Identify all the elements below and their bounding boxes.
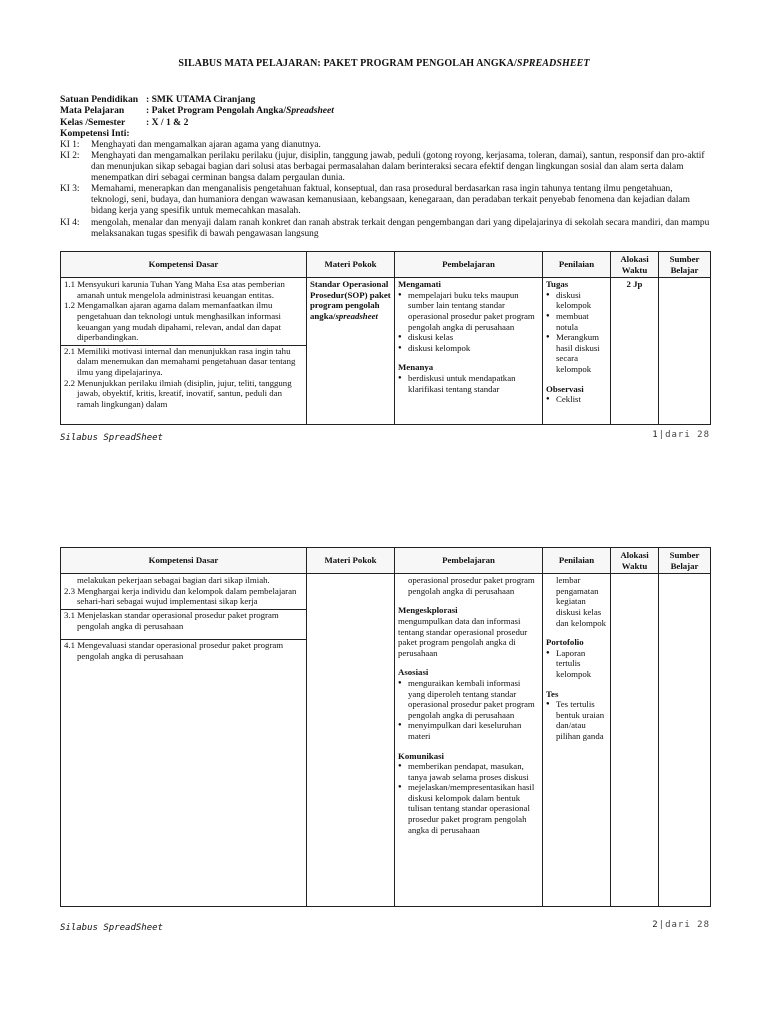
header-alokasi: Alokasi Waktu: [611, 252, 659, 278]
page-total: dari 28: [665, 430, 710, 440]
table-header-row: [61, 252, 711, 278]
footer-italic: SpreadSheet: [103, 923, 163, 933]
eksplorasi-text: mengumpulkan data dan informasi tentang standar operasional prosedur paket program pengolah angka di perusahaan: [398, 615, 528, 658]
list-item: ● menguraikan kembali informasi yang diperoleh tentang standar operasional prosedur paket program pengolah angka di perusahaan: [398, 678, 539, 720]
kd-1-1: 1.1 Mensyukuri karunia Tuhan Yang Maha Esa atas pemberian amanah untuk mengelola administrasi keuangan entitas.: [64, 279, 285, 300]
heading-eksplorasi: Mengeskplorasi: [398, 605, 458, 616]
list-item: ● diskusi kelas: [398, 332, 539, 343]
header-sumber: Sumber Belajar: [659, 548, 711, 574]
kd-cell: [61, 278, 307, 425]
page-gap: [0, 470, 768, 488]
ki-code: KI 4:: [60, 218, 80, 228]
table-row: [61, 574, 711, 907]
list-item: ● memberikan pendapat, masukan, tanya jawab selama proses diskusi: [398, 761, 539, 782]
list-item: ● mempelajari buku teks maupun sumber lain tentang standar operasional prosedur paket program pengolah angka di perusahaan: [398, 290, 539, 332]
header-kd: Kompetensi Dasar: [61, 548, 307, 574]
materi-text: Standar Operasional Prosedur(SOP) paket program pengolah angka/: [310, 279, 391, 321]
kd-4-1: 4.1 Mengevaluasi standar operasional prosedur paket program pengolah angka di perusahaan: [64, 640, 284, 661]
kelas-label: Kelas /Semester: [60, 116, 126, 128]
mapel-label: Mata Pelajaran: [60, 105, 125, 117]
list-item: ● Ceklist: [546, 394, 607, 405]
penilaian-cell: [543, 574, 611, 907]
list-item: ● Tes tertulis bentuk uraian dan/atau pilihan ganda: [546, 699, 607, 741]
header-materi: Materi Pokok: [307, 252, 395, 278]
materi-cell: [307, 574, 395, 907]
table-header-row: [61, 548, 711, 574]
alokasi-cell: 2 Jp: [611, 278, 659, 425]
kd-separator: [61, 345, 306, 410]
header-alokasi: Alokasi Waktu: [611, 548, 659, 574]
list-item: ● membuat notula: [546, 311, 607, 332]
document-title: [0, 58, 768, 69]
kd-2-1: 2.1 Memiliki motivasi internal dan menunjukkan rasa ingin tahu dalam menemukan dan memahami pengetahuan dasar tentang ilmu yang dipelajarinya.: [64, 345, 296, 377]
ki-text: Menghayati dan mengamalkan ajaran agama yang dianutnya.: [91, 140, 321, 150]
list-item: ● berdiskusi untuk mendapatkan klarifikasi tentang standar: [398, 373, 539, 394]
materi-cell: [307, 278, 395, 425]
ki-code: KI 3:: [60, 184, 80, 194]
mapel-value: : Paket Program Pengolah Angka/: [146, 105, 286, 117]
page-num: 1: [652, 430, 659, 440]
ki-4: [60, 218, 712, 240]
heading-tugas: Tugas: [546, 279, 569, 290]
heading-menanya: Menanya: [398, 362, 434, 373]
footer-prefix: Silabus: [60, 923, 104, 933]
heading-portofolio: Portofolio: [546, 637, 584, 648]
table-row: [61, 278, 711, 425]
page-2: [0, 488, 768, 1024]
heading-observasi: Observasi: [546, 383, 584, 394]
penilaian-cell: [543, 278, 611, 425]
kelas-value: : X / 1 & 2: [146, 116, 189, 128]
header-kd: Kompetensi Dasar: [61, 252, 307, 278]
ki-1: [60, 140, 712, 151]
page-total: dari 28: [665, 920, 710, 930]
heading-asosiasi: Asosiasi: [398, 667, 429, 678]
page-1: [0, 0, 768, 470]
page-number: 2|dari 28: [652, 920, 710, 930]
header-penilaian: Penilaian: [543, 252, 611, 278]
kd-1-2: 1.2 Mengamalkan ajaran agama dalam memanfaatkan ilmu pengetahuan dan teknologi untuk menghasilkan informasi keuangan yang mudah dipahami, relevan, andal dan dapat diperbandingkan.: [64, 300, 281, 343]
title-italic: SPREADSHEET: [516, 58, 590, 69]
kd-separator: [61, 639, 306, 661]
pemb-cont: operasional prosedur paket program pengolah angka di perusahaan: [408, 575, 535, 596]
header-sumber: Sumber Belajar: [659, 252, 711, 278]
kd-separator: [61, 609, 306, 631]
header-meta: [60, 94, 334, 140]
ki-2: [60, 151, 712, 184]
kd-3-1: 3.1 Menjelaskan standar operasional prosedur paket program pengolah angka di perusahaan: [64, 609, 279, 631]
ki-heading: Kompetensi Inti:: [60, 128, 130, 140]
footer-prefix: Silabus: [60, 433, 104, 443]
page-num: 2: [652, 920, 659, 930]
heading-mengamati: Mengamati: [398, 279, 441, 290]
list-item: ● menyimpulkan dari keseluruhan materi: [398, 720, 539, 741]
sumber-cell: [659, 278, 711, 425]
sumber-cell: [659, 574, 711, 907]
header-pembelajaran: Pembelajaran: [395, 548, 543, 574]
footer-italic: SpreadSheet: [103, 433, 163, 443]
list-item: ● diskusi kelompok: [398, 343, 539, 354]
alokasi-cell: [611, 574, 659, 907]
pembelajaran-cell: [395, 574, 543, 907]
penilaian-cont: lembar pengamatan kegiatan diskusi kelas dan kelompok: [556, 575, 607, 628]
kd-2-3: 2.3 Menghargai kerja individu dan kelompok dalam pembelajaran sehari-hari sebagai wujud implementasi sikap kerja: [64, 585, 297, 607]
kd-cell: [61, 574, 307, 907]
footer-label: [60, 923, 163, 933]
page-number: 1|dari 28: [652, 430, 710, 440]
heading-komunikasi: Komunikasi: [398, 750, 444, 761]
ki-3: [60, 184, 712, 217]
satuan-label: Satuan Pendidikan: [60, 94, 139, 105]
materi-italic: spreadsheet: [335, 310, 378, 321]
list-item: ● Laporan tertulis kelompok: [546, 648, 607, 680]
list-item: ● mejelaskan/mempresentasikan hasil diskusi kelompok dalam bentuk tulisan tentang standar operasional prosedur paket program pengolah angka di perusahaan: [398, 782, 539, 835]
list-item: ● diskusi kelompok: [546, 290, 607, 311]
list-item: ● Merangkum hasil diskusi secara kelompok: [546, 332, 607, 374]
header-penilaian: Penilaian: [543, 548, 611, 574]
header-pembelajaran: Pembelajaran: [395, 252, 543, 278]
header-materi: Materi Pokok: [307, 548, 395, 574]
title-text: SILABUS MATA PELAJARAN: PAKET PROGRAM PENGOLAH ANGKA/: [178, 58, 517, 69]
syllabus-table-2: [60, 547, 711, 907]
kd-2-2-cont: melakukan pekerjaan sebagai bagian dari sikap ilmiah.: [77, 575, 270, 586]
ki-text: mengolah, menalar dan menyaji dalam ranah konkret dan ranah abstrak terkait dengan pengembangan dari yang dipelajarinya di sekolah secara mandiri, dan mampu melaksanakan tugas spesifik di bawah pengawasan langsung: [91, 218, 710, 240]
mapel-italic: Spreadsheet: [286, 105, 334, 117]
heading-tes: Tes: [546, 688, 559, 699]
kd-2-2: 2.2 Menunjukkan perilaku ilmiah (disiplin, jujur, teliti, tanggung jawab, obyektif, kritis, kreatif, inovatif, santun, peduli dan ramah lingkungan) dalam: [64, 377, 292, 409]
syllabus-table-1: [60, 251, 711, 425]
ki-text: Memahami, menerapkan dan menganalisis pengetahuan faktual, konseptual, dan rasa prosedural berdasarkan rasa ingin tahunya tentang ilmu pengetahuan, teknologi, seni, budaya, dan humaniora dengan wawasan kemanusiaan, kebangsaan, kenegaraan, dan peradaban terkait penyebab fenomena dan kejadian dalam bidang kerja yang spesifik untuk memecahkan masalah.: [91, 184, 690, 217]
footer-label: [60, 433, 163, 443]
satuan-value: : SMK UTAMA Ciranjang: [146, 94, 256, 105]
ki-code: KI 1:: [60, 140, 80, 150]
pembelajaran-cell: [395, 278, 543, 425]
ki-text: Menghayati dan mengamalkan perilaku perilaku (jujur, disiplin, tanggung jawab, peduli (gotong royong, kerjasama, toleran, damai), santun, responsif dan pro-aktif dan menunjukan sikap sebagai bagian dari solusi atas berbagai permasalahan dalam berinteraksi secara efektif dengan lingkungan sosial dan alam serta dalam menempatkan diri sebagai cerminan bangsa dalam pergaulan dunia.: [91, 151, 705, 184]
ki-code: KI 2:: [60, 151, 80, 161]
